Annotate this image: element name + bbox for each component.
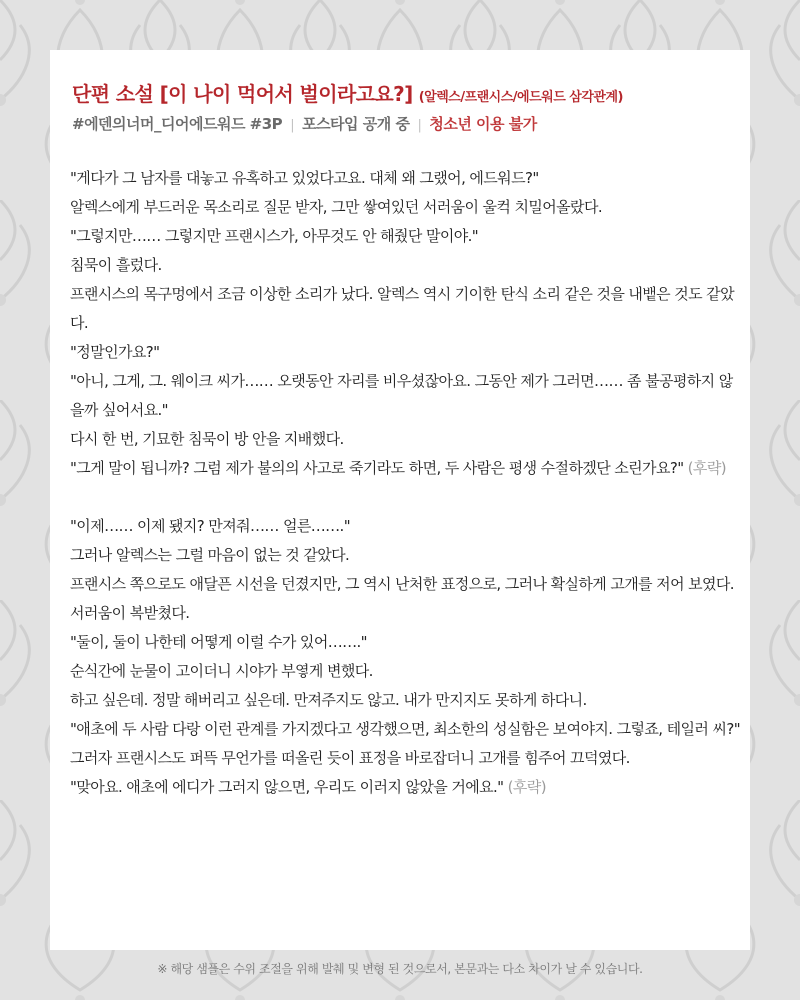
excerpt-line: 순식간에 눈물이 고이더니 시야가 부옇게 변했다. [70, 662, 373, 680]
novel-title: 단편 소설 [이 나이 먹어서 벌이라고요?] [72, 82, 413, 106]
excerpt-card [50, 50, 750, 950]
excerpt-line: 알렉스에게 부드러운 목소리로 질문 받자, 그만 쌓여있던 서러움이 울컥 치밀어올랐다. [70, 198, 603, 216]
excerpt-line: 하고 싶은데. 정말 해버리고 싶은데. 만져주지도 않고. 내가 만지지도 못하게 하다니. [70, 691, 587, 709]
separator-bar: | [290, 118, 295, 133]
novel-subtitle: (알렉스/프랜시스/에드워드 삼각관계) [418, 90, 623, 105]
hashtag-label: #에덴의너머_디어에드워드 #3P [72, 115, 283, 133]
excerpt-line: 그러나 알렉스는 그럴 마음이 없는 것 같았다. [70, 546, 350, 564]
excerpt-line [70, 773, 742, 802]
age-rating-label: 청소년 이용 불가 [429, 115, 537, 133]
excerpt-line: "이제…… 이제 됐지? 만져줘…… 얼른……." [70, 517, 350, 535]
excerpt-line: 프랜시스 쪽으로도 애달픈 시선을 던졌지만, 그 역시 난처한 표정으로, 그러나 확실하게 고개를 저어 보였다. [70, 575, 734, 593]
excerpt-line: "아니, 그게, 그. 웨이크 씨가…… 오랫동안 자리를 비우셨잖아요. 그동안 제가 그러면…… 좀 불공평하지 않을까 싶어서요." [70, 372, 733, 419]
excerpt-line: 다시 한 번, 기묘한 침묵이 방 안을 지배했다. [70, 430, 344, 448]
excerpt-last-line: "맞아요. 애초에 에디가 그러지 않으면, 우리도 이러지 않았을 거에요." [70, 778, 504, 796]
excerpt-line: "그렇지만…… 그렇지만 프랜시스가, 아무것도 안 해줬단 말이야." [70, 227, 479, 245]
excerpt-line: "애초에 두 사람 다랑 이런 관계를 가지겠다고 생각했으면, 최소한의 성실함은 보여야지. 그렇죠, 테일러 씨?" [70, 720, 741, 738]
title-row [72, 78, 623, 107]
excerpt-line: 그러자 프랜시스도 퍼뜩 무언가를 떠올린 듯이 표정을 바로잡더니 고개를 힘주어 끄덕였다. [70, 749, 630, 767]
excerpt-line: 프랜시스의 목구멍에서 조금 이상한 소리가 났다. 알렉스 역시 기이한 탄식 소리 같은 것을 내뱉은 것도 같았다. [70, 285, 734, 332]
excerpt-line: "둘이, 둘이 나한테 어떻게 이럴 수가 있어……." [70, 633, 367, 651]
omission-marker: (후략) [507, 778, 546, 796]
publication-status: 포스타입 공개 중 [302, 115, 410, 133]
tag-row [72, 113, 537, 134]
disclaimer-footnote: ※ 해당 샘플은 수위 조절을 위해 발췌 및 변형 된 것으로서, 본문과는 다소 차이가 날 수 있습니다. [157, 962, 643, 976]
omission-marker: (후략) [687, 459, 726, 477]
section-gap [70, 483, 742, 512]
excerpt-body [70, 164, 742, 802]
excerpt-line: 서러움이 복받쳤다. [70, 604, 190, 622]
excerpt-line: "게다가 그 남자를 대놓고 유혹하고 있었다고요. 대체 왜 그랬어, 에드워드?" [70, 169, 539, 187]
excerpt-line: "정말인가요?" [70, 343, 160, 361]
excerpt-line [70, 454, 742, 483]
excerpt-line: 침묵이 흘렀다. [70, 256, 162, 274]
separator-bar: | [417, 118, 422, 133]
excerpt-last-line: "그게 말이 됩니까? 그럼 제가 불의의 사고로 죽기라도 하면, 두 사람은 평생 수절하겠단 소린가요?" [70, 459, 684, 477]
